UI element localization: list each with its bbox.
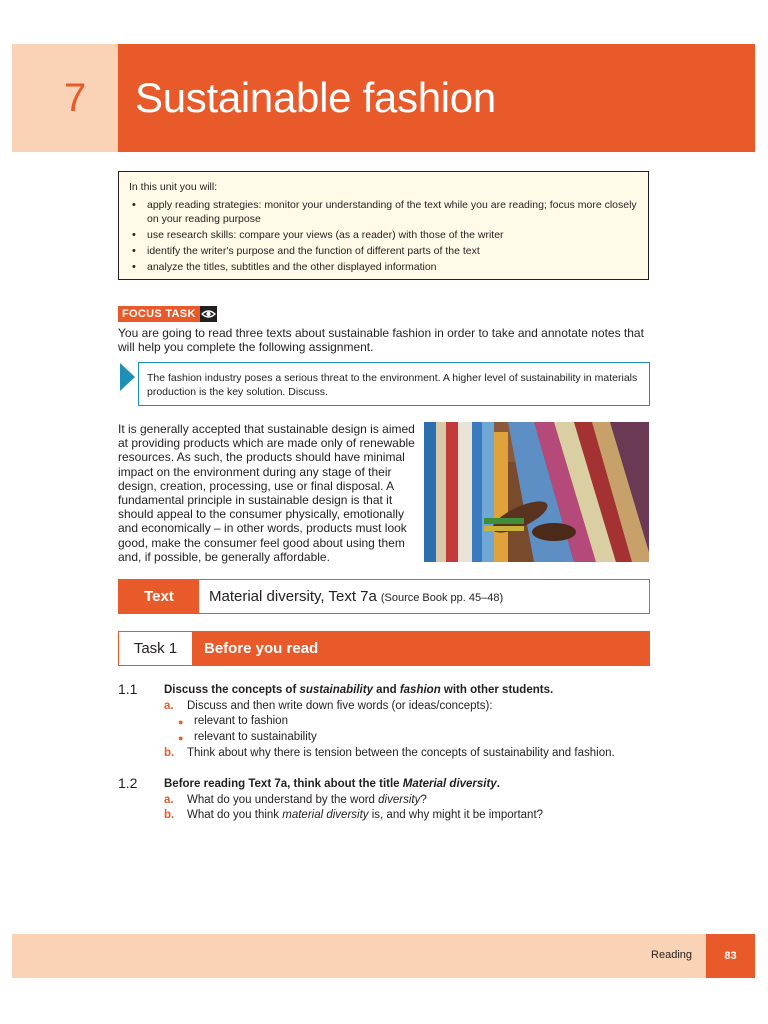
sub-question-b: b. Think about why there is tension between the concepts of sustainability and fashion. [164,747,615,759]
question-number: 1.2 [118,775,138,791]
unit-number-panel [12,44,118,152]
assignment-box [138,362,650,406]
task-bar [118,631,650,666]
focus-task-label: FOCUS TASK [118,306,200,322]
question-stem: Before reading Text 7a, think about the title Material diversity. [164,778,500,790]
sub-question-a: a. Discuss and then write down five words (or ideas/concepts): [164,700,493,712]
assignment-text: The fashion industry poses a serious threat to the environment. A higher level of sustainability in materials production is the key solution. Discuss. [147,372,638,398]
sub-question-b: b. What do you think material diversity is, and why might it be important? [164,809,544,821]
task-title: Before you read [204,640,319,657]
text-source: (Source Book pp. 45–48) [380,592,504,604]
list-item: ● relevant to fashion [194,714,288,730]
unit-title-panel [118,44,755,152]
question-number: 1.1 [118,681,138,697]
arrow-right-icon [120,363,135,391]
task-label: Task 1 [119,632,192,665]
list-item: ● relevant to sustainability [194,730,317,746]
text-title-line [209,588,503,605]
unit-title: Sustainable fashion [135,74,496,121]
focus-task-text: You are going to read three texts about sustainable fashion in order to take and annotate notes that will help you complete the following assignment. [118,326,644,354]
objective-item: • use research skills: compare your views (as a reader) with those of the writer [129,228,637,242]
text-title: Material diversity, Text 7a [209,588,377,605]
intro-paragraph: It is generally accepted that sustainable design is aimed at providing products which are made only of renewable resources. As such, the products should have minimal impact on the environment during any stage of their design, creation, processing, use or final disposal. A fundamental principle in sustainable design is that it should appeal to the consumer physically, emotionally and economically – in other words, products must look good, make the consumer feel good about using them and, if possible, be generally affordable. [118,422,415,564]
page-footer [12,934,706,978]
section-name: Reading [651,949,692,961]
objectives-box [118,171,649,280]
text-reference-bar [118,579,650,614]
question-stem: Discuss the concepts of sustainability and fashion with other students. [164,684,554,696]
sub-question-a: a. What do you understand by the word diversity? [164,794,427,806]
objective-item: • identify the writer's purpose and the function of different parts of the text [129,244,637,258]
objective-item: • analyze the titles, subtitles and the other displayed information [129,260,637,274]
text-label: Text [119,580,199,613]
fabric-photo [424,422,649,562]
objectives-list [129,198,637,276]
eye-icon [200,306,217,322]
objectives-intro: In this unit you will: [129,181,218,193]
unit-number: 7 [64,76,87,120]
page-number: 83 [706,934,755,978]
objective-item: • apply reading strategies: monitor your understanding of the text while you are reading; focus more closely on your reading purpose [129,198,637,226]
